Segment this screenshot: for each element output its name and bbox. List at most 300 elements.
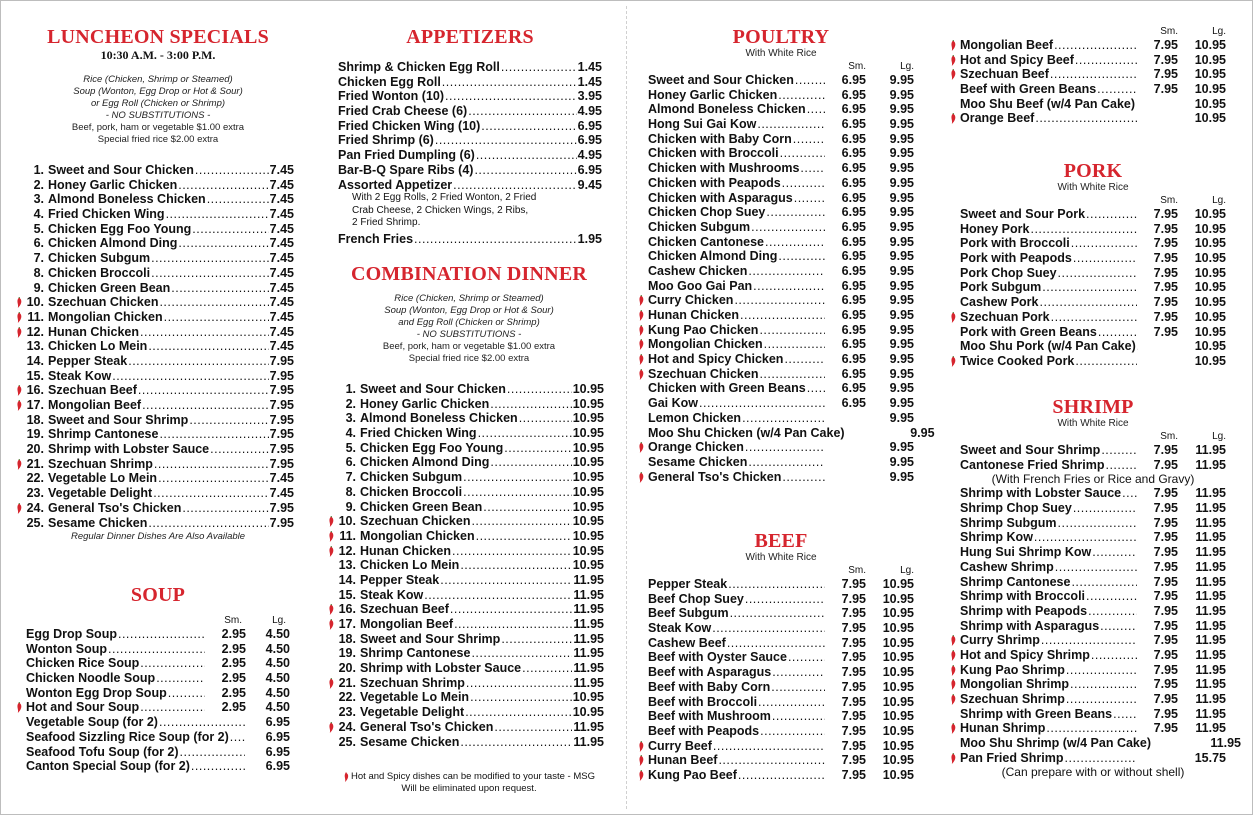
item-price-large: 9.95 (889, 263, 914, 278)
menu-item (26, 354, 294, 369)
item-number: 13. (26, 339, 44, 354)
item-name: Szechuan Chicken (360, 514, 471, 529)
item-price-large: 9.95 (889, 308, 914, 322)
menu-item (960, 648, 1226, 663)
item-name: Chicken Egg Foo Young (48, 221, 192, 236)
item-price-small: 6.95 (841, 366, 866, 381)
menu-item (648, 636, 914, 651)
item-price-large: 11.95 (1195, 677, 1226, 692)
menu-item (960, 589, 1226, 604)
pepper-icon (638, 310, 644, 321)
item-price-large: 9.95 (889, 205, 914, 220)
beef-cont-size-header (960, 25, 1226, 38)
item-price: 10.95 (572, 440, 604, 455)
item-price: 11.95 (573, 719, 604, 734)
item-price-large: 9.95 (889, 234, 914, 249)
item-price-small: 7.95 (1153, 295, 1178, 310)
menu-item (960, 530, 1226, 545)
item-price-large: 11.95 (1195, 706, 1226, 721)
item-name: Hot and Spicy Chicken (648, 352, 784, 367)
pepper-icon (950, 113, 956, 124)
menu-item (960, 501, 1226, 516)
item-price-small: 7.95 (1153, 677, 1178, 692)
item-name: Curry Chicken (648, 293, 734, 308)
item-name: Chicken with Asparagus (648, 190, 793, 205)
menu-item (648, 323, 914, 338)
item-price-large: 11.95 (1195, 486, 1226, 501)
menu-item (960, 67, 1226, 82)
menu-item (960, 736, 1241, 751)
menu-item (338, 441, 604, 456)
item-number: 15. (26, 368, 44, 383)
combo-note-friedrice: Special fried rice $2.00 extra (408, 353, 530, 364)
menu-item (648, 132, 914, 147)
item-price-large: 10.95 (1194, 67, 1226, 82)
item-price-small: 6.95 (841, 73, 866, 87)
item-name: Pepper Steak (48, 353, 128, 368)
item-name: Chicken Noodle Soup (26, 671, 156, 686)
item-number: 7. (33, 251, 44, 266)
menu-item (338, 588, 604, 603)
item-price-small: 6.95 (841, 102, 866, 117)
item-price-small: 7.95 (1153, 251, 1178, 266)
menu-item (960, 604, 1226, 619)
item-name: Pork Subgum (960, 280, 1042, 295)
item-price-large: 10.95 (882, 621, 914, 636)
menu-item (338, 60, 602, 75)
item-price-small: 6.95 (841, 263, 866, 278)
item-name: Chicken Subgum (48, 251, 151, 266)
item-price: 11.95 (573, 602, 604, 617)
item-name: Szechuan Shrimp (960, 692, 1065, 706)
combo-note-rice: Rice (Chicken, Shrimp or Steamed) (394, 293, 544, 304)
item-price-large: 9.95 (889, 410, 914, 425)
menu-item (26, 671, 290, 686)
item-name: Moo Goo Gai Pan (648, 278, 753, 293)
menu-item (26, 339, 294, 354)
menu-item (338, 617, 604, 632)
item-name: Hunan Chicken (48, 324, 139, 339)
item-price-large: 10.95 (1194, 280, 1226, 295)
item-price-small: 7.95 (841, 591, 866, 606)
item-price-large: 11.95 (1195, 633, 1226, 648)
menu-item (960, 486, 1226, 501)
menu-item (648, 724, 914, 739)
item-price-large: 11.95 (1195, 692, 1226, 706)
item-price-small: 7.95 (1153, 647, 1178, 662)
item-name: Chicken Lo Mein (360, 558, 460, 573)
item-price-small: 7.95 (841, 665, 866, 680)
item-price-small: 6.95 (841, 234, 866, 249)
item-name: Cantonese Fried Shrimp (960, 457, 1105, 472)
item-price: 7.95 (269, 412, 294, 427)
menu-item (338, 163, 602, 178)
menu-item (338, 514, 604, 529)
menu-item (338, 382, 604, 397)
item-price-large: 10.95 (1194, 324, 1226, 339)
item-price: 7.45 (269, 471, 294, 486)
item-price-large: 10.95 (882, 591, 914, 606)
item-price-large: 9.95 (889, 381, 914, 396)
poultry-title: POULTRY (732, 26, 830, 48)
item-name: Kung Pao Chicken (648, 322, 759, 337)
menu-item (648, 191, 914, 206)
item-price: 10.95 (572, 528, 604, 543)
item-number: 18. (26, 412, 44, 427)
item-price-large: 9.95 (889, 190, 914, 205)
item-name: Beef Chop Suey (648, 591, 744, 606)
item-number: 3. (33, 192, 44, 207)
item-price-small: 7.95 (841, 577, 866, 591)
item-price-large: 11.95 (1195, 574, 1226, 589)
item-name: Shrimp Cantonese (960, 574, 1071, 589)
item-price-small: 7.95 (1153, 38, 1178, 52)
menu-item (648, 220, 914, 235)
item-price: 7.45 (269, 251, 294, 266)
item-price-large: 10.95 (1194, 265, 1226, 280)
item-name: Chicken Subgum (648, 219, 751, 234)
menu-item (338, 104, 602, 119)
luncheon-list (22, 163, 294, 530)
item-name: Gai Kow (648, 396, 699, 411)
item-price-small: 7.95 (1153, 236, 1178, 251)
item-price-large: 10.95 (882, 709, 914, 724)
item-price-small: 7.95 (1153, 515, 1178, 530)
combination-list (334, 382, 604, 749)
menu-item (648, 577, 914, 592)
item-price-small: 7.95 (1153, 324, 1178, 339)
item-price-large: 11.95 (1195, 603, 1226, 618)
item-name: Cashew Shrimp (960, 559, 1054, 574)
item-price-large: 4.50 (265, 656, 290, 671)
item-price: 7.45 (269, 265, 294, 280)
menu-item (648, 205, 914, 220)
item-price-large: 11.95 (1195, 647, 1226, 662)
menu-item (648, 739, 914, 754)
item-name: Szechuan Pork (960, 309, 1050, 324)
shrimp-lg-header: Lg. (1212, 431, 1226, 442)
item-price-small: 7.95 (1153, 618, 1178, 633)
item-price-small: 2.95 (221, 685, 246, 700)
item-price: 10.95 (572, 470, 604, 485)
item-name: Shrimp with Peapods (960, 603, 1088, 618)
item-name: Shrimp Cantonese (360, 646, 471, 661)
menu-item (338, 602, 604, 617)
item-price: 11.95 (573, 734, 604, 749)
item-number: 17. (26, 398, 44, 412)
appetizers-column (338, 26, 602, 246)
menu-item (26, 656, 290, 671)
item-price: 10.95 (572, 426, 604, 441)
soup-size-header (26, 614, 290, 627)
menu-item (648, 709, 914, 724)
menu-item (338, 676, 604, 691)
item-name: Vegetable Lo Mein (360, 690, 470, 705)
item-price-large: 15.75 (1194, 750, 1226, 765)
menu-item (26, 295, 294, 310)
menu-item (26, 715, 290, 730)
menu-item (26, 700, 290, 715)
item-price-small: 7.95 (841, 753, 866, 768)
poultry-sm-header: Sm. (848, 61, 866, 72)
item-price: 7.95 (269, 442, 294, 457)
item-name: Sesame Chicken (48, 515, 148, 530)
beef-cont-lg-header: Lg. (1212, 26, 1226, 37)
menu-item (648, 695, 914, 710)
item-number: 14. (26, 353, 44, 368)
combo-note-extra: Beef, pork, ham or vegetable $1.00 extra (382, 341, 556, 352)
pork-subtitle: With White Rice (1057, 182, 1129, 193)
item-name: Mongolian Shrimp (960, 677, 1070, 692)
pork-size-header (960, 194, 1226, 207)
item-number: 21. (338, 675, 356, 690)
item-price: 1.45 (577, 60, 602, 74)
item-price-small: 7.95 (1153, 559, 1178, 574)
shrimp-list (960, 486, 1241, 765)
item-name: Beef with Peapods (648, 723, 760, 738)
item-name: Fried Shrimp (6) (338, 133, 434, 148)
menu-item (26, 486, 294, 501)
pepper-icon (950, 40, 956, 51)
pepper-icon (950, 635, 956, 646)
spicy-note-line2: Will be eliminated upon request. (401, 783, 537, 795)
menu-item (26, 207, 294, 222)
item-name: Seafood Tofu Soup (for 2) (26, 744, 179, 759)
item-name: Pork Chop Suey (960, 265, 1057, 280)
menu-item (648, 606, 914, 621)
item-price-large: 10.95 (1194, 111, 1226, 126)
item-price-large: 10.95 (882, 606, 914, 621)
shrimp-top-list (960, 443, 1226, 472)
menu-item (648, 753, 914, 768)
menu-item (26, 516, 294, 531)
item-number: 17. (338, 617, 356, 631)
item-price-small: 6.95 (841, 352, 866, 367)
item-price: 11.95 (573, 661, 604, 676)
item-price-large: 10.95 (882, 635, 914, 650)
item-number: 9. (33, 280, 44, 295)
menu-item (338, 529, 604, 544)
combo-note-nosub: - NO SUBSTITUTIONS - (416, 329, 522, 340)
pepper-icon (16, 297, 22, 308)
item-price: 7.45 (269, 236, 294, 251)
item-name: Szechuan Shrimp (48, 456, 153, 471)
poultry-size-header (648, 60, 914, 73)
item-price-small: 6.95 (841, 131, 866, 146)
item-name: Egg Drop Soup (26, 627, 117, 641)
shrimp-fries-note: (With French Fries or Rice and Gravy) (991, 472, 1195, 487)
item-number: 2. (33, 177, 44, 192)
assorted-desc (338, 192, 602, 230)
item-name: Kung Pao Beef (648, 767, 737, 782)
item-price-large: 10.95 (1194, 38, 1226, 52)
pepper-icon (950, 69, 956, 80)
item-number: 20. (338, 661, 356, 676)
item-name: Hunan Chicken (360, 543, 451, 558)
item-name: French Fries (338, 231, 414, 246)
pepper-icon (328, 516, 334, 527)
item-price-large: 10.95 (882, 665, 914, 680)
item-price-large: 10.95 (1194, 221, 1226, 236)
menu-item (26, 398, 294, 413)
pepper-icon (950, 312, 956, 323)
item-name: Pepper Steak (360, 572, 440, 587)
menu-item (960, 310, 1226, 325)
item-price-small: 7.95 (1153, 280, 1178, 295)
item-price-large: 9.95 (889, 337, 914, 352)
menu-item (26, 369, 294, 384)
menu-item (648, 146, 914, 161)
item-name: Chicken Subgum (360, 470, 463, 485)
note-rice: Rice (Chicken, Shrimp or Steamed) (83, 74, 233, 85)
item-name: General Tso's Chicken (48, 500, 182, 515)
item-name: Chicken with Broccoli (648, 146, 779, 161)
shrimp-sm-header: Sm. (1160, 431, 1178, 442)
item-price-large: 10.95 (1194, 353, 1226, 368)
item-number: 6. (33, 236, 44, 251)
item-price-small: 7.95 (841, 650, 866, 665)
item-price-large: 9.95 (889, 440, 914, 455)
item-price-large: 9.95 (889, 352, 914, 367)
item-price-small: 6.95 (841, 175, 866, 190)
item-price-large: 9.95 (889, 454, 914, 469)
shrimp-column (960, 396, 1241, 780)
item-number: 25. (338, 734, 356, 749)
item-name: Beef with Mushroom (648, 709, 771, 724)
menu-item (648, 117, 914, 132)
pepper-icon (638, 354, 644, 365)
spicy-note (334, 771, 604, 795)
item-price: 7.45 (269, 295, 294, 310)
item-name: Fried Chicken Wing (10) (338, 118, 481, 133)
item-number: 10. (26, 295, 44, 310)
item-name: Pepper Steak (648, 577, 728, 591)
item-price-large: 9.95 (889, 366, 914, 381)
menu-item (26, 310, 294, 325)
item-price-large: 11.95 (1195, 589, 1226, 604)
item-price-small: 7.95 (1153, 67, 1178, 82)
item-price-small: 7.95 (1153, 633, 1178, 648)
menu-item (26, 730, 290, 745)
assorted-desc-2: Crab Cheese, 2 Chicken Wings, 2 Ribs, (352, 204, 529, 216)
appetizer-list (338, 60, 602, 192)
item-price: 1.95 (577, 231, 602, 246)
menu-item (960, 516, 1226, 531)
menu-item (338, 544, 604, 559)
item-price-large: 10.95 (882, 694, 914, 709)
item-number: 2. (345, 396, 356, 411)
item-price-small: 7.95 (1153, 603, 1178, 618)
item-name: Sweet and Sour Shrimp (960, 443, 1101, 457)
pepper-icon (950, 55, 956, 66)
item-price-large: 9.95 (889, 161, 914, 176)
menu-item (960, 38, 1226, 53)
item-number: 1. (345, 382, 356, 396)
item-price-large: 10.95 (1194, 251, 1226, 266)
menu-item (338, 411, 604, 426)
item-number: 11. (339, 528, 356, 543)
menu-item (26, 642, 290, 657)
shrimp-title: SHRIMP (1052, 396, 1134, 418)
item-name: Pan Fried Dumpling (6) (338, 148, 475, 163)
beef-cont-column (960, 25, 1226, 126)
item-number: 15. (338, 587, 356, 602)
item-price-small: 7.95 (1153, 265, 1178, 280)
item-price-small: 7.95 (1153, 457, 1178, 472)
item-price: 6.95 (265, 744, 290, 759)
item-name: Vegetable Delight (48, 486, 153, 501)
menu-item (338, 119, 602, 134)
item-price: 10.95 (572, 411, 604, 426)
item-price-large: 9.95 (889, 396, 914, 411)
item-number: 9. (345, 499, 356, 514)
item-name: Vegetable Delight (360, 705, 465, 720)
item-name: Chicken Lo Mein (48, 339, 148, 354)
menu-item (338, 735, 604, 750)
item-price-small: 7.95 (841, 738, 866, 753)
pepper-icon (950, 723, 956, 734)
item-name: Lemon Chicken (648, 410, 742, 425)
menu-item (960, 692, 1226, 707)
item-price: 7.45 (269, 207, 294, 222)
menu-item (960, 619, 1226, 634)
combo-note-eggroll: and Egg Roll (Chicken or Shrimp) (398, 317, 540, 328)
item-price: 6.95 (265, 729, 290, 744)
luncheon-footer: Regular Dinner Dishes Are Also Available (70, 531, 246, 543)
item-price-large: 9.95 (889, 131, 914, 146)
menu-item (648, 249, 914, 264)
item-price-small: 7.95 (1153, 486, 1178, 501)
item-price-small: 7.95 (1153, 545, 1178, 560)
item-price-small: 7.95 (1153, 207, 1178, 221)
menu-item (338, 232, 602, 247)
menu-item (960, 222, 1226, 237)
item-name: Orange Chicken (648, 440, 744, 455)
menu-item (648, 279, 914, 294)
menu-item (648, 367, 914, 382)
item-price: 1.45 (577, 74, 602, 89)
item-name: Moo Shu Shrimp (w/4 Pan Cake) (960, 736, 1151, 751)
item-price-small: 6.95 (841, 205, 866, 220)
item-name: Shrimp with Lobster Sauce (48, 442, 210, 457)
pepper-icon (328, 546, 334, 557)
menu-item (26, 471, 294, 486)
item-number: 6. (345, 455, 356, 470)
pepper-icon (638, 339, 644, 350)
item-name: Chicken Green Bean (360, 499, 483, 514)
item-name: Shrimp with Asparagus (960, 618, 1100, 633)
item-price-small: 6.95 (841, 87, 866, 102)
item-price: 11.95 (573, 631, 604, 646)
item-price: 7.95 (269, 368, 294, 383)
item-price-large: 9.95 (889, 469, 914, 484)
item-price-large: 10.95 (882, 738, 914, 753)
item-price-small: 2.95 (221, 671, 246, 686)
item-name: Beef with Baby Corn (648, 679, 771, 694)
item-name: Shrimp Cantonese (48, 427, 159, 442)
item-name: Chicken Almond Ding (48, 236, 178, 251)
item-price-small: 7.95 (1153, 530, 1178, 545)
item-price: 10.95 (572, 455, 604, 470)
item-name: Shrimp with Broccoli (960, 589, 1086, 604)
menu-item (960, 325, 1226, 340)
item-price-large: 10.95 (1194, 96, 1226, 111)
item-price: 7.45 (269, 324, 294, 339)
item-name: Sweet and Sour Shrimp (48, 412, 189, 427)
menu-item (648, 102, 914, 117)
item-name: Chicken Egg Roll (338, 74, 441, 89)
menu-item (26, 745, 290, 760)
